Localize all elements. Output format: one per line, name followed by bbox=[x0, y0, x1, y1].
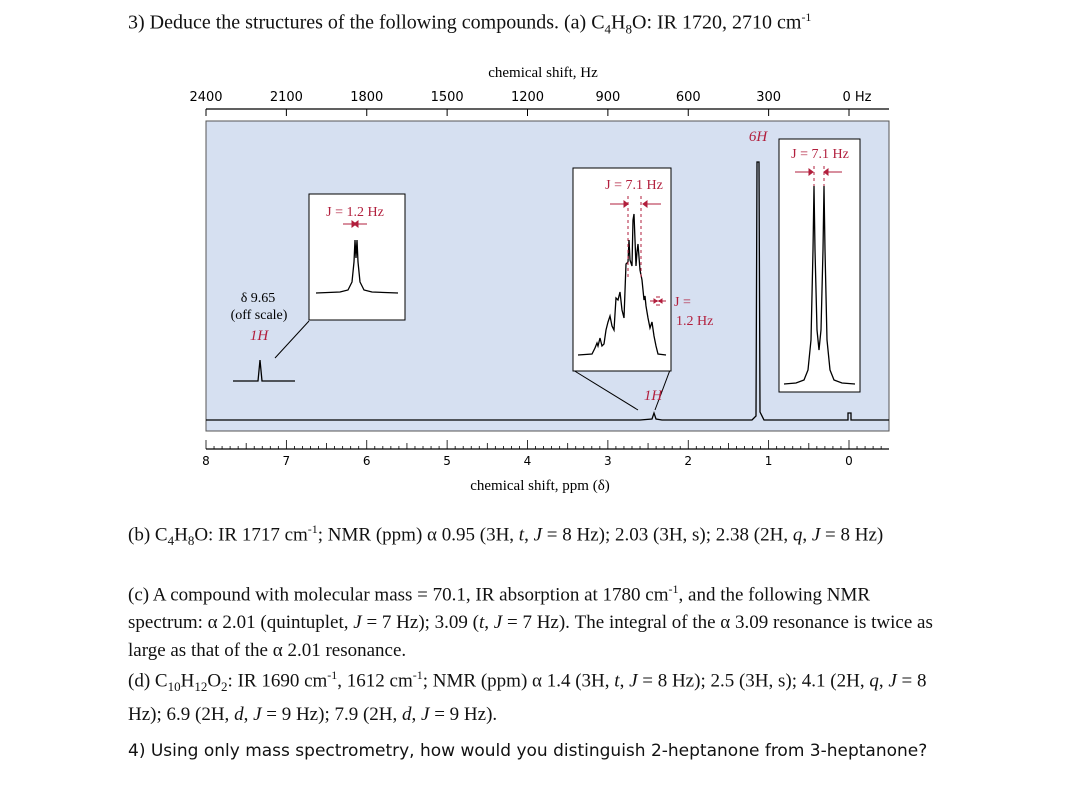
bottom-axis-tick-label: 2 bbox=[684, 454, 693, 468]
j2-label-septet: J = bbox=[674, 295, 691, 310]
bottom-axis-tick-label: 4 bbox=[523, 454, 532, 468]
top-axis-tick-label: 1200 bbox=[510, 90, 545, 105]
bottom-axis-tick-label: 5 bbox=[443, 454, 451, 468]
bottom-axis-tick-label: 7 bbox=[282, 454, 291, 468]
j-label-aldehyde: J = 1.2 Hz bbox=[326, 205, 384, 220]
top-axis-tick-label: 1500 bbox=[430, 90, 464, 105]
inset-septet bbox=[573, 168, 671, 371]
top-axis-tick-label: 2100 bbox=[269, 90, 303, 105]
top-axis-title: chemical shift, Hz bbox=[488, 65, 598, 81]
top-axis-tick-label: 1800 bbox=[350, 90, 384, 105]
peak-label-off-scale: (off scale) bbox=[230, 308, 288, 323]
bottom-axis-tick-label: 6 bbox=[362, 454, 371, 468]
bottom-axis-tick-label: 0 bbox=[845, 454, 853, 468]
top-axis-tick-label: 900 bbox=[595, 90, 621, 105]
bottom-axis-tick-label: 1 bbox=[764, 454, 773, 468]
j-label-doublet: J = 7.1 Hz bbox=[791, 147, 849, 162]
top-axis-tick-label: 300 bbox=[756, 90, 782, 105]
question-c: (c) A compound with molecular mass = 70.1, IR absorption at 1780 $cm^{-1}$, and the following NMR spectrum: α 2.01 (quintuplet, J = 7 Hz); 3.09 (t, J = 7 Hz). The integral of the α 3.09 resonance is twice as large as that of the α 2.01 resonance. bbox=[128, 582, 933, 662]
top-axis-tick-label: 600 bbox=[675, 90, 701, 105]
peak-label-shift: δ 9.65 bbox=[240, 291, 276, 306]
question-4: 4) Using only mass spectrometry, how would you distinguish 2-heptanone from 3-heptanone? bbox=[128, 741, 928, 761]
bottom-axis-tick-label: 3 bbox=[604, 454, 612, 468]
top-axis-tick-label: 2400 bbox=[189, 90, 223, 105]
question-3-heading: 3) Deduce the structures of the following compounds. (a) $C_4H_8O$: IR 1720, 2710 $cm^{-1}$ bbox=[128, 10, 812, 37]
integral-label-septet: 1H bbox=[643, 388, 663, 404]
bottom-axis-title: chemical shift, ppm (δ) bbox=[470, 478, 610, 494]
question-d: (d) $C_{10}H_{12}O_2$: IR 1690 $cm^{-1}$, 1612 $cm^{-1}$; NMR (ppm) α 1.4 (3H, t, J = 8 Hz); 2.5 (3H, s); 4.1 (2H, q, J = 8 Hz); 6.9 (2H, d, J = 9 Hz); 7.9 (2H, d, J = 9 Hz). bbox=[128, 668, 927, 726]
integral-label-doublet: 6H bbox=[748, 129, 768, 145]
top-axis-tick-label: 0 Hz bbox=[842, 90, 872, 105]
integral-label-aldehyde: 1H bbox=[249, 328, 269, 344]
bottom-axis-tick-label: 8 bbox=[202, 454, 210, 468]
top-axis bbox=[189, 90, 889, 116]
bottom-axis bbox=[202, 440, 889, 468]
j2-value-septet: 1.2 Hz bbox=[676, 314, 714, 329]
inset-doublet bbox=[779, 139, 860, 392]
question-b: (b) $C_4H_8O$: IR 1717 $cm^{-1}$; NMR (ppm) α 0.95 (3H, t, J = 8 Hz); 2.03 (3H, s); 2.38 (2H, q, J = 8 Hz) bbox=[128, 522, 884, 549]
j-label-septet: J = 7.1 Hz bbox=[605, 178, 663, 193]
